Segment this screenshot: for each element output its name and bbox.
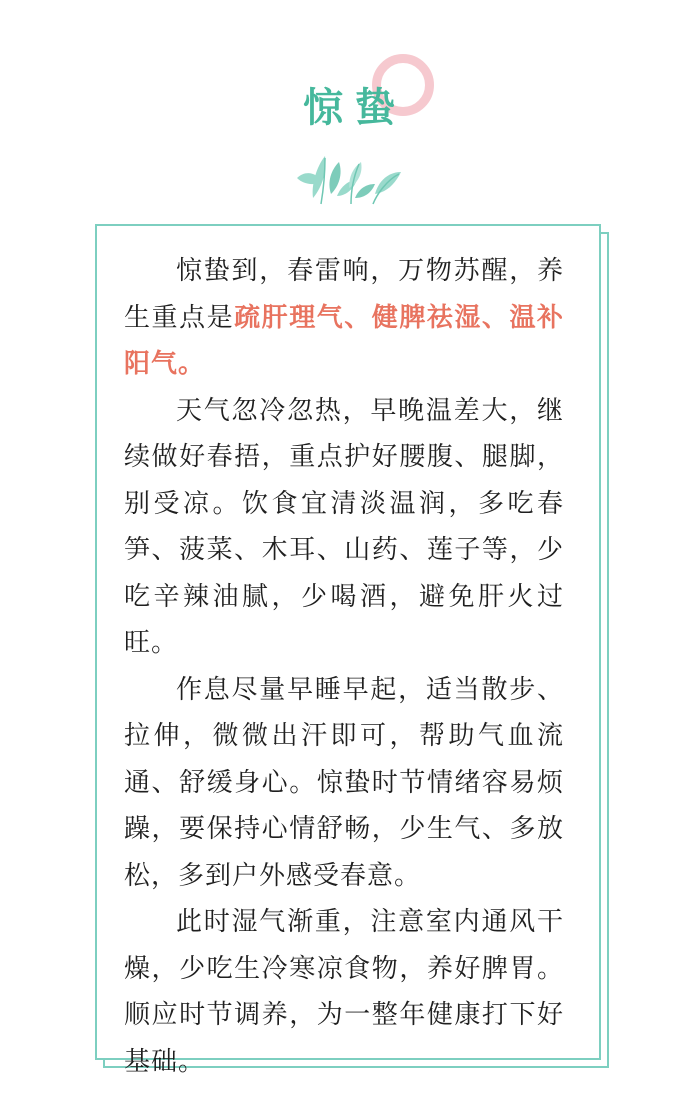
paragraph-1-highlight: 疏肝理气、健脾祛湿、温补阳气。 [124,302,564,379]
paragraph-1-text: 惊蛰到，春雷响，万物苏醒，养生重点是 [124,256,564,333]
leaves-icon [291,148,407,206]
paragraph-3: 作息尽量早睡早起，适当散步、拉伸，微微出汗即可，帮助气血流通、舒缓身心。惊蛰时节情绪容易烦躁，要保持心情舒畅，少生气、多放松，多到户外感受春意。 [124,674,564,891]
paragraph-4: 此时湿气渐重，注意室内通风干燥，少吃生冷寒凉食物，养好脾胃。顺应时节调养，为一整年健康打下好基础。 [124,907,564,1077]
article-body [124,248,564,1085]
page-title: 惊蛰 [303,85,407,131]
paragraph-1 [124,248,564,388]
paragraph-2: 天气忽冷忽热，早晚温差大，继续做好春捂，重点护好腰腹、腿脚，别受凉。饮食宜清淡温润，多吃春笋、菠菜、木耳、山药、莲子等，少吃辛辣油腻，少喝酒，避免肝火过旺。 [124,395,564,658]
